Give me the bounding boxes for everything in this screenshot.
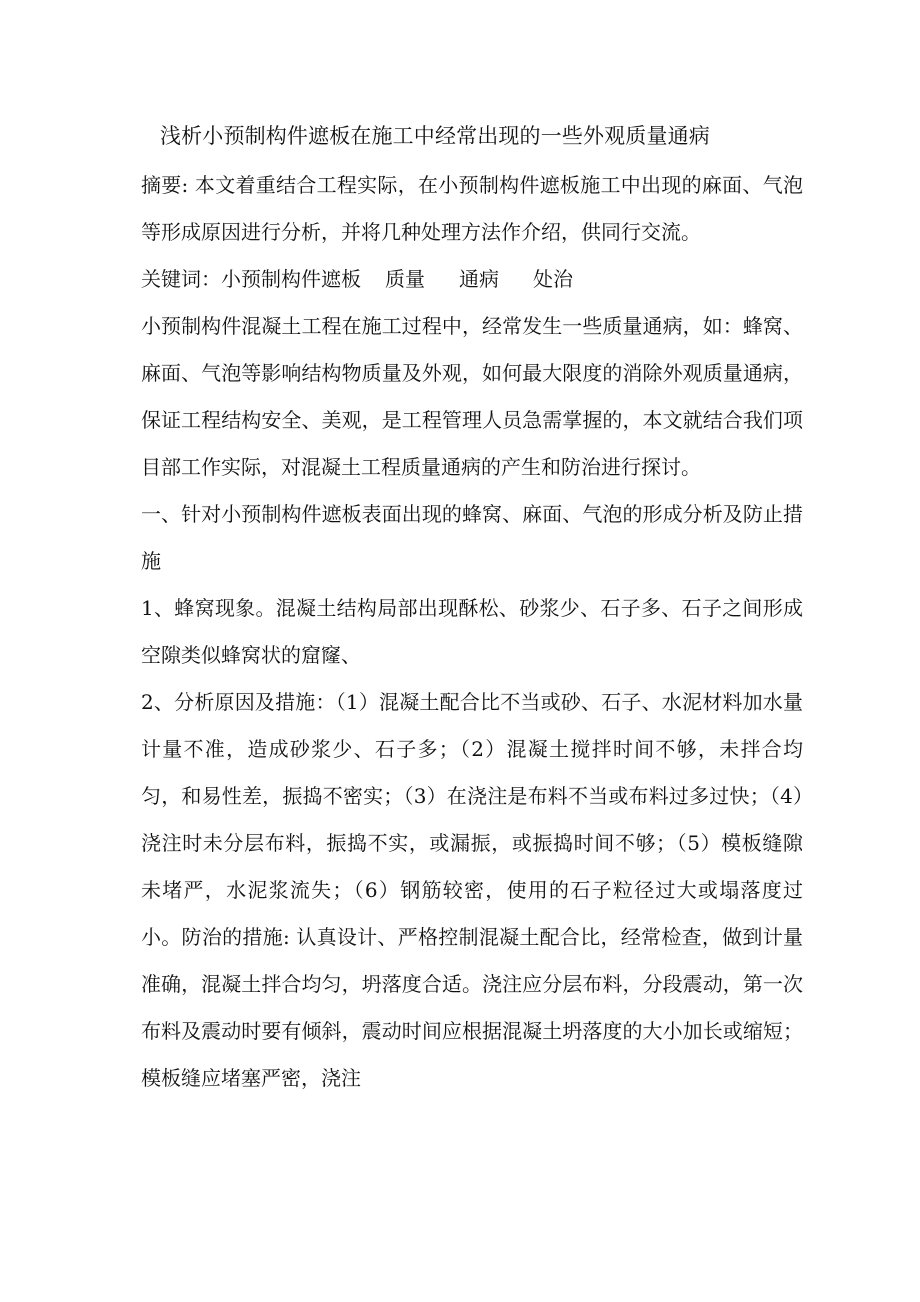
item-paragraph-1: 1、蜂窝现象。混凝土结构局部出现酥松、砂浆少、石子多、石子之间形成空隙类似蜂窝状的窟窿、 (141, 596, 803, 667)
document-body (141, 162, 803, 1102)
section-heading: 一、针对小预制构件遮板表面出现的蜂窝、麻面、气泡的形成分析及防止措施 (141, 502, 803, 573)
keyword-item: 小预制构件遮板 (221, 267, 361, 291)
item-paragraph-2: 2、分析原因及措施：（1）混凝土配合比不当或砂、石子、水泥材料加水量计量不准，造成砂浆少、石子多；（2）混凝土搅拌时间不够，未拌合均匀，和易性差，振捣不密实；（3）在浇注是布料不当或布料过多过快；（4）浇注时未分层布料，振捣不实，或漏振，或振捣时间不够；（5）模板缝隙未堵严，水泥浆流失；（6）钢筋较密，使用的石子粒径过大或塌落度过小。防治的措施: 认真设计、严格控制混凝土配合比，经常检查，做到计量准确，混凝土拌合均匀，坍落度合适。浇注应分层布料，分段震动，第一次布料及震动时要有倾斜，震动时间应根据混凝土坍落度的大小加长或缩短；模板缝应堵塞严密，浇注 (141, 690, 803, 1090)
intro-paragraph: 小预制构件混凝土工程在施工过程中，经常发生一些质量通病，如：蜂窝、麻面、气泡等影响结构物质量及外观，如何最大限度的消除外观质量通病，保证工程结构安全、美观，是工程管理人员急需掌握的，本文就结合我们项目部工作实际，对混凝土工程质量通病的产生和防治进行探讨。 (141, 314, 803, 479)
keywords-label: 关键词： (141, 267, 221, 291)
keywords-line (141, 256, 803, 303)
keyword-item: 质量 (385, 267, 425, 291)
keyword-item: 通病 (459, 267, 499, 291)
keyword-item: 处治 (533, 267, 573, 291)
document-title: 浅析小预制构件遮板在施工中经常出现的一些外观质量通病 (160, 124, 710, 148)
abstract-paragraph: 摘要: 本文着重结合工程实际，在小预制构件遮板施工中出现的麻面、气泡等形成原因进行分析，并将几种处理方法作介绍，供同行交流。 (141, 173, 803, 244)
